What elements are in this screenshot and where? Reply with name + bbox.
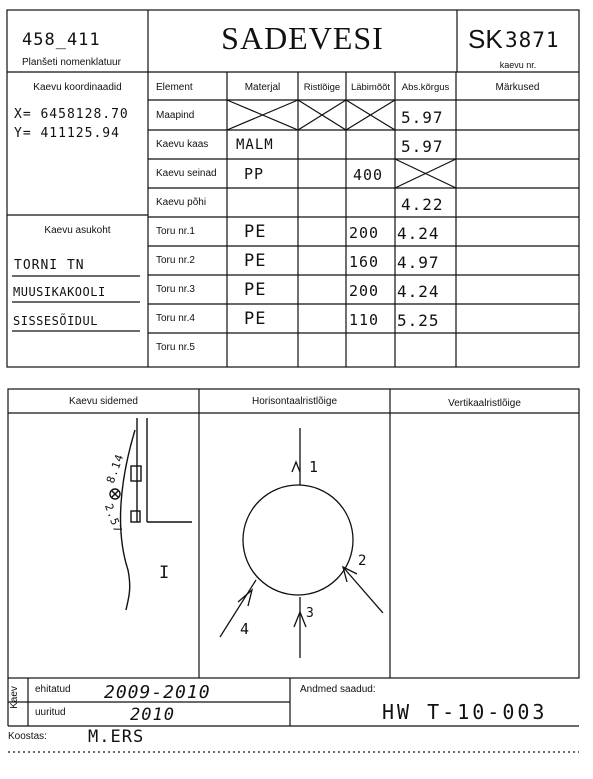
well-caption: kaevu nr. — [499, 60, 537, 70]
col-header-abs-height: Abs.kõrgus — [401, 82, 450, 93]
table-row-abs: 4.22 — [401, 195, 444, 214]
pipe-label-1: 1 — [309, 458, 320, 476]
table-row-material: PE — [244, 280, 267, 300]
table-row-abs: 5.97 — [401, 137, 444, 156]
pipe-label-4: 4 — [240, 620, 251, 638]
col-header-element: Element — [156, 82, 193, 93]
table-row-element: Toru nr.4 — [156, 313, 195, 324]
ties-dimension-upper: 8.14 — [103, 451, 127, 486]
form-title: SADEVESI — [221, 20, 384, 56]
surveyed-value: 2010 — [130, 705, 175, 725]
sheet-caption: Planšeti nomenklatuur — [22, 57, 121, 68]
table-row-abs: 4.24 — [397, 224, 440, 243]
table-row-abs: 5.25 — [397, 311, 440, 330]
footer-side-label: Kaev — [8, 686, 20, 709]
ties-sketch — [110, 418, 192, 610]
table-row-material: PE — [244, 222, 267, 242]
table-row-diameter: 160 — [349, 253, 380, 271]
table-row-abs: 5.97 — [401, 108, 444, 127]
coord-y: Y= 411125.94 — [14, 126, 120, 141]
table-row-material: PE — [244, 309, 267, 329]
location-heading: Kaevu asukoht — [44, 225, 111, 236]
table-row-abs: 4.24 — [397, 282, 440, 301]
table-row-material: PP — [244, 165, 265, 183]
table-row-element: Maapind — [156, 110, 195, 121]
section-ties-heading: Kaevu sidemed — [69, 396, 138, 407]
pipe-label-3: 3 — [306, 606, 315, 621]
col-header-diameter: Läbimõõt — [350, 82, 391, 93]
data-source-label: Andmed saadud: — [300, 684, 376, 695]
coordinates-heading: Kaevu koordinaadid — [33, 82, 122, 93]
table-row-element: Toru nr.5 — [156, 342, 195, 353]
table-row-element: Kaevu põhi — [156, 197, 207, 208]
table-row-diameter: 400 — [353, 166, 384, 184]
sheet-number: 458_411 — [22, 30, 101, 50]
table-row-material: PE — [244, 251, 267, 271]
table-row-element: Toru nr.2 — [156, 255, 195, 266]
well-number: 3871 — [505, 28, 560, 52]
built-value: 2009-2010 — [104, 682, 211, 703]
col-header-material: Materjal — [244, 82, 281, 93]
section-horizontal-heading: Horisontaalristlõige — [251, 396, 338, 407]
col-header-cross-section: Ristlõige — [303, 82, 341, 93]
table-row-element: Kaevu seinad — [156, 168, 217, 179]
table-row-diameter: 200 — [349, 224, 380, 242]
table-row-element: Kaevu kaas — [156, 139, 209, 150]
ties-dimension-lower: 2.57 — [101, 501, 125, 536]
table-row-material: MALM — [236, 137, 274, 153]
table-row-diameter: 110 — [349, 311, 380, 329]
col-header-notes: Märkused — [495, 82, 540, 93]
location-line-3: SISSESÕIDUL — [13, 314, 98, 328]
well-prefix: SK — [468, 24, 503, 54]
compiled-value: M.ERS — [88, 727, 145, 747]
table-row-abs: 4.97 — [397, 253, 440, 272]
location-line-2: MUUSIKAKOOLI — [13, 285, 106, 299]
ties-symbol: I — [159, 563, 171, 583]
data-source-value: HW T-10-003 — [382, 700, 548, 724]
table-row-diameter: 200 — [349, 282, 380, 300]
location-line-1: TORNI TN — [14, 258, 85, 273]
table-row-element: Toru nr.1 — [156, 226, 195, 237]
pipe-label-2: 2 — [358, 553, 368, 569]
coord-x: X= 6458128.70 — [14, 107, 129, 122]
sketch-block-frame — [8, 389, 579, 678]
section-vertical-heading: Vertikaalristlõige — [448, 398, 521, 409]
surveyed-label: uuritud — [35, 707, 66, 718]
compiled-label: Koostas: — [8, 731, 47, 742]
built-label: ehitatud — [35, 684, 71, 695]
table-row-element: Toru nr.3 — [156, 284, 195, 295]
well-circle — [243, 485, 353, 595]
